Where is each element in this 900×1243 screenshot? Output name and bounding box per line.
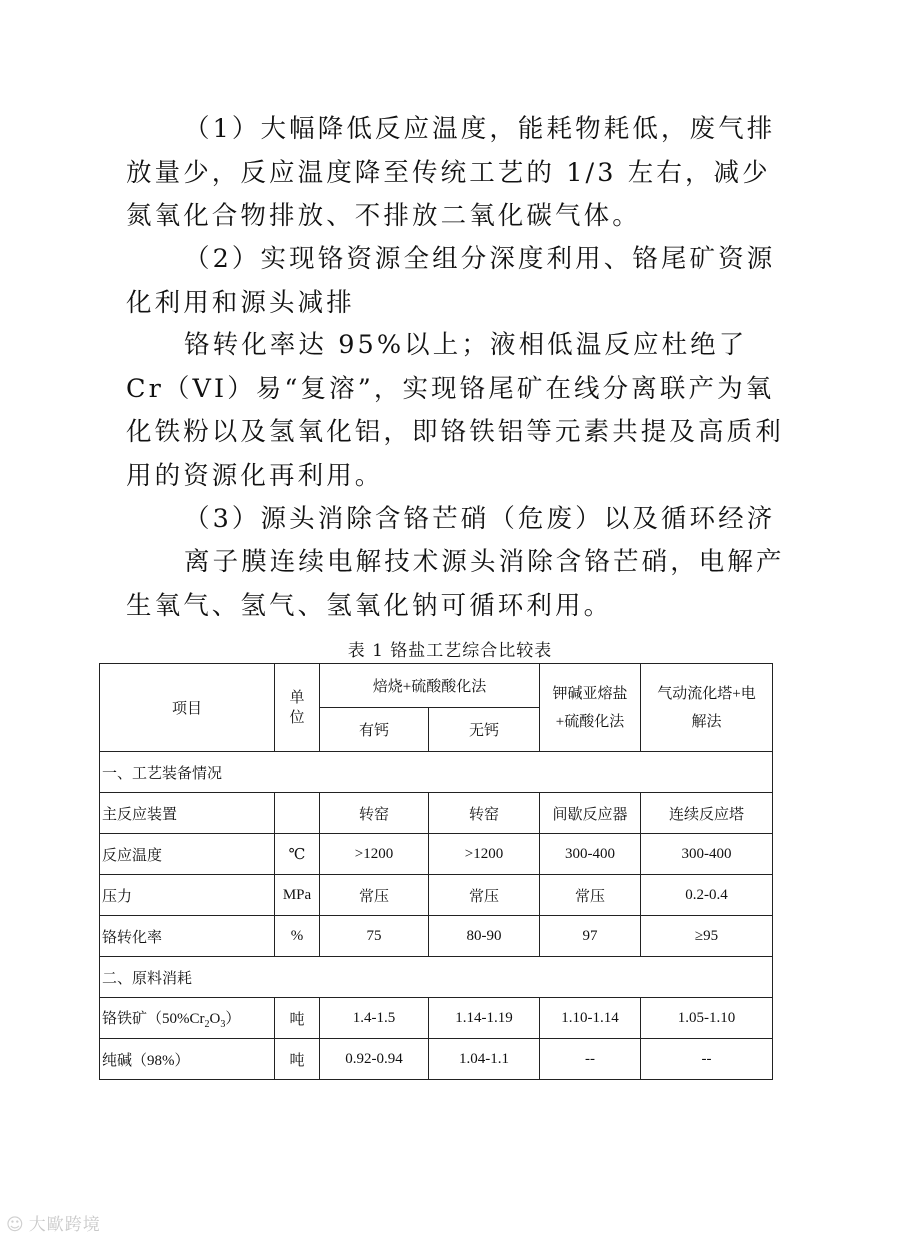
row-unit: 吨	[275, 998, 320, 1039]
paragraph-3: 铬转化率达 95%以上；液相低温反应杜绝了 Cr（VI）易“复溶”，实现铬尾矿在线分离联产为氧化铁粉以及氢氧化铝，即铬铁铝等元素共提及高质利用的资源化再利用。	[126, 330, 784, 491]
row-cell: 80-90	[429, 916, 540, 957]
row-cell: 1.14-1.19	[429, 998, 540, 1039]
row-cell: 1.4-1.5	[320, 998, 429, 1039]
row-cell: >1200	[320, 834, 429, 875]
table-row	[100, 875, 773, 916]
header-gas-tower: 气动流化塔+电解法	[641, 664, 773, 752]
paragraph-2: （2）实现铬资源全组分深度利用、铬尾矿资源化利用和源头减排	[126, 244, 776, 318]
row-unit: %	[275, 916, 320, 957]
row-name: 铬转化率	[100, 916, 275, 957]
row-cell: 常压	[429, 875, 540, 916]
row-unit: 吨	[275, 1039, 320, 1080]
header-item: 项目	[100, 664, 275, 752]
comparison-table	[99, 663, 773, 1080]
table-row	[100, 793, 773, 834]
section-title: 二、原料消耗	[100, 957, 773, 998]
row-name: 反应温度	[100, 834, 275, 875]
row-cell: 300-400	[641, 834, 773, 875]
row-cell: 常压	[540, 875, 641, 916]
row-cell: 间歇反应器	[540, 793, 641, 834]
row-cell: 连续反应塔	[641, 793, 773, 834]
header-roast-group: 焙烧+硫酸酸化法	[320, 664, 540, 708]
table-header-row	[100, 664, 773, 708]
row-cell: ≥95	[641, 916, 773, 957]
header-potash: 钾碱亚熔盐+硫酸化法	[540, 664, 641, 752]
row-cell: --	[540, 1039, 641, 1080]
row-cell: 常压	[320, 875, 429, 916]
table-row	[100, 834, 773, 875]
table-row	[100, 916, 773, 957]
row-unit: MPa	[275, 875, 320, 916]
row-name: 压力	[100, 875, 275, 916]
row-name: 铬铁矿$(50\%Cr_2O_3)$	[100, 998, 275, 1039]
row-cell: 转窑	[429, 793, 540, 834]
header-without-ca: 无钙	[429, 708, 540, 752]
row-cell: 75	[320, 916, 429, 957]
paragraph-5: 离子膜连续电解技术源头消除含铬芒硝，电解产生氧气、氢气、氢氧化钠可循环利用。	[126, 547, 785, 621]
table-row	[100, 998, 773, 1039]
header-with-ca: 有钙	[320, 708, 429, 752]
row-cell: 0.2-0.4	[641, 875, 773, 916]
row-cell: 转窑	[320, 793, 429, 834]
watermark-text: 大歐跨境	[28, 1215, 101, 1235]
row-cell: 0.92-0.94	[320, 1039, 429, 1080]
section-row	[100, 957, 773, 998]
section-row	[100, 752, 773, 793]
row-unit: ℃	[275, 834, 320, 875]
paragraph-4: （3）源头消除含铬芒硝（危废）以及循环经济	[184, 504, 776, 534]
row-cell: 1.04-1.1	[429, 1039, 540, 1080]
row-cell: --	[641, 1039, 773, 1080]
row-cell: >1200	[429, 834, 540, 875]
table-caption: 表 1 铬盐工艺综合比较表	[347, 641, 553, 661]
row-unit	[275, 793, 320, 834]
row-name: 主反应装置	[100, 793, 275, 834]
paragraph-1: （1）大幅降低反应温度，能耗物耗低，废气排放量少，反应温度降至传统工艺的 1/3 左右，减少氮氧化合物排放、不排放二氧化碳气体。	[126, 114, 776, 231]
watermark	[6, 1210, 101, 1235]
row-cell: 1.05-1.10	[641, 998, 773, 1039]
row-cell: 300-400	[540, 834, 641, 875]
table-row	[100, 1039, 773, 1080]
header-unit: 单位	[275, 664, 320, 752]
row-cell: 1.10-1.14	[540, 998, 641, 1039]
section-title: 一、工艺装备情况	[100, 752, 773, 793]
logo-icon: ☺	[6, 1215, 25, 1235]
row-name: 纯碱（98%）	[100, 1039, 275, 1080]
row-cell: 97	[540, 916, 641, 957]
